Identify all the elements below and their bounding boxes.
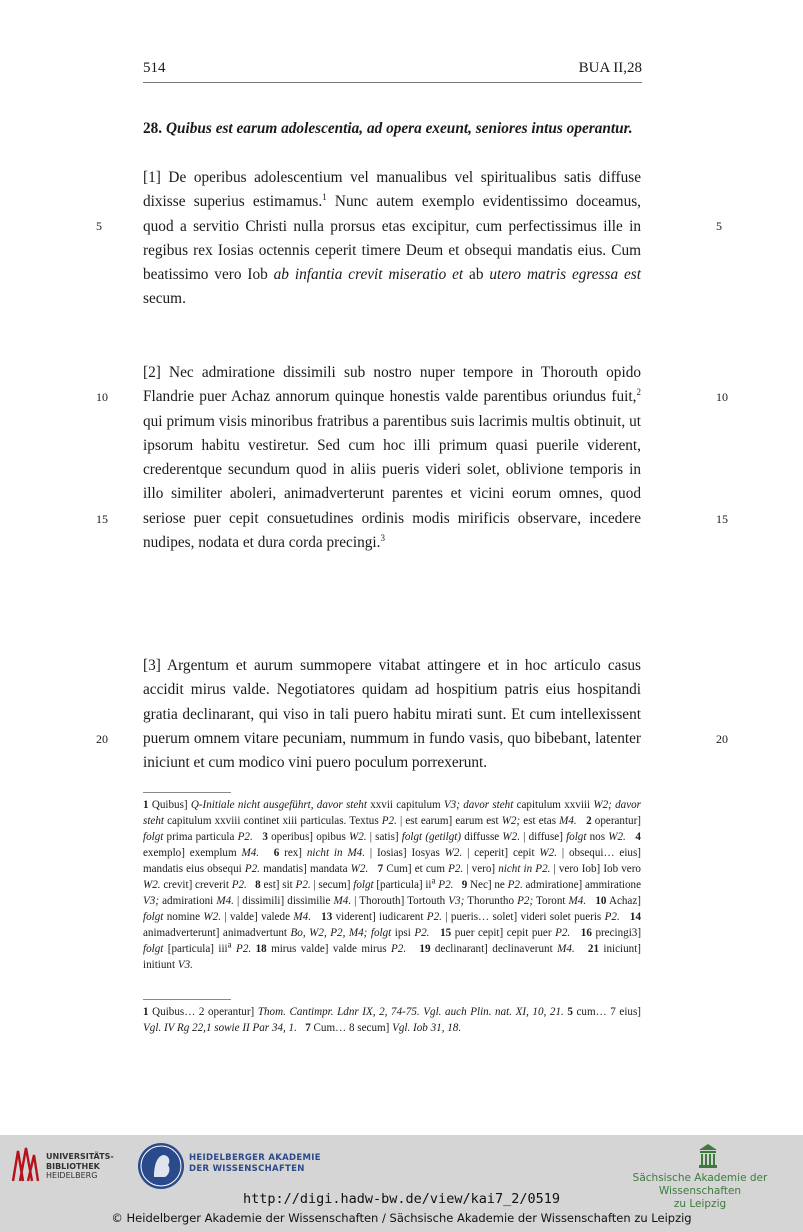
ub-heidelberg-logo[interactable]	[10, 1143, 130, 1188]
chapter-number: 28.	[143, 120, 163, 137]
source-apparatus: 1 Quibus… 2 operantur] Thom. Cantimpr. Ldnr IX, 2, 74-75. Vgl. auch Plin. nat. XI, 10, 21. 5 cum… 7 eius] Vgl. IV Rg 22,1 sowie II Par 34, 1. 7 Cum… 8 secum] Vgl. Iob 31, 18.	[143, 1006, 641, 1034]
ub-logo-text: UNIVERSITÄTS- BIBLIOTHEK HEIDELBERG	[46, 1152, 114, 1180]
chapter-title-text: Quibus est earum adolescentia, ad opera exeunt, seniores intus operantur.	[165, 120, 633, 137]
quotation: ab infantia crevit miseratio et	[273, 266, 464, 284]
apparatus-rule	[143, 792, 231, 793]
quotation: utero matris egressa est	[489, 266, 641, 284]
apparatus-rule	[143, 999, 231, 1000]
line-number: 5	[716, 219, 722, 233]
hadw-logo-text: HEIDELBERGER AKADEMIE DER WISSENSCHAFTEN	[189, 1153, 321, 1174]
line-number: 20	[716, 732, 728, 746]
paragraph-text: secum.	[143, 290, 186, 308]
running-reference: BUA II,28	[578, 60, 642, 76]
footer-bar	[0, 1135, 803, 1232]
footnote-marker: 1	[322, 192, 327, 203]
hadw-seal-icon[interactable]	[138, 1143, 184, 1189]
chapter-title	[143, 117, 641, 141]
page-number: 514	[143, 60, 166, 76]
line-number: 5	[96, 219, 102, 233]
line-number: 20	[96, 732, 108, 746]
ub-emblem-icon	[10, 1143, 40, 1183]
line-number: 15	[96, 512, 108, 526]
paragraph-text: [2] Nec admiratione dissimili sub nostro nuper tempore in Thorouth opido Flandrie puer Achaz annorum quinque honestis valde parentibus oriundus fuit,	[143, 364, 641, 406]
paragraph-text: [3] Argentum et aurum summopere vitabat attingere et in hoc articulo casus accidit mirus valde. Negotiatores quidam ad hospitium patris eius hospitandi gratia declinarant, qui viso in tali puero habitu mirati sunt. Et cum intellexissent puerum omnem vitare pecuniam, nummum in fundo vasis, quo bibebant, latenter iniciunt et cum modico vini puero poculum porrexerunt.	[143, 657, 641, 772]
paragraph-text: ab	[463, 266, 490, 284]
footnote-marker: 3	[380, 532, 385, 543]
paragraph-text: qui primum visis minoribus fratribus a parentibus suis lacrimis multis obtinuit, ut ipsorum habitu vestiretur. Sed cum hoc illi primum quasi puerile viderent, crederentque secundum quod in aliis pueris videri solet, oblivione temporis in illo similiter aboleri, animadverterunt parentes et vicini eorum omnes, quod seriose puer cepit consuetudines ordinis modis mirificis observare, incedere nudipes, nodata et dura corda precingi.	[143, 412, 641, 552]
copyright-notice: © Heidelberger Akademie der Wissenschaften / Sächsische Akademie der Wissenschaften zu Leipzig	[111, 1211, 692, 1225]
line-number: 10	[96, 390, 108, 404]
permalink-url[interactable]: http://digi.hadw-bw.de/view/kai7_2/0519	[243, 1191, 560, 1207]
saw-building-icon[interactable]	[697, 1143, 719, 1169]
line-number: 10	[716, 390, 728, 404]
paragraph-3	[143, 654, 641, 775]
line-number: 15	[716, 512, 728, 526]
saw-logo-text: Sächsische Akademie der Wissenschaften zu Leipzig	[632, 1172, 768, 1210]
paragraph-2	[143, 361, 641, 555]
paragraph-text: Nunc autem exemplo evidentissimo doceamus, quod a servitio Christi nulla prorsus etas excipitur, cum perfectissimus ille in regibus rex Iosias octennis ceperit timere Deum et obsequi mandatis eius. Cum beatissimo vero Iob	[143, 193, 641, 284]
paragraph-1	[143, 166, 641, 312]
header-rule	[143, 82, 642, 83]
footnote-marker: 2	[636, 387, 641, 398]
critical-apparatus: 1 Quibus] Q-Initiale nicht ausgeführt, davor steht xxvii capitulum V3; davor steht capitulum xxviii W2; davor steht capitulum xxviii continet xiii particulas. Textus P2. | est earum] earum est W2; est etas M4. 2 operantur] folgt prima particula P2. 3 operibus] opibus W2. | satis] folgt (getilgt) diffusse W2. | diffuse] folgt nos W2. 4 exemplo] exemplum M4. 6 rex] nicht in M4. | Iosias] Iosyas W2. | ceperit] cepit W2. | obsequi… eius] mandatis eius obsequi P2. mandatis] mandata W2. 7 Cum] et cum P2. | vero] nicht in P2. | vero Iob] Iob vero W2. crevit] creverit P2. 8 est] sit P2. | secum] folgt [particula] $ii^a$ P2. 9 Nec] ne P2. admiratione] ammiratione V3; admirationi M4. | dissimili] dissimilie M4. | Thorouth] Tortouth V3; Thoruntho P2; Toront M4. 10 Achaz] folgt nomine W2. | valde] valede M4. 13 viderent] iudicarent P2. | pueris… solet] videri solet pueris P2. 14 animadverterunt] animadvertunt Bo, W2, P2, M4; folgt ipsi P2. 15 puer cepit] cepit puer P2. 16 precingi3] folgt [particula] iii$^a$ P2. 18 mirus valde] valde mirus P2. 19 declinarant] declinaverunt M4. 21 iniciunt] initiunt V3.	[143, 799, 642, 971]
paragraph-text: [1] De operibus adolescentium vel manualibus vel spiritualibus satis diffuse dixisse superius estimamus.	[143, 169, 641, 211]
